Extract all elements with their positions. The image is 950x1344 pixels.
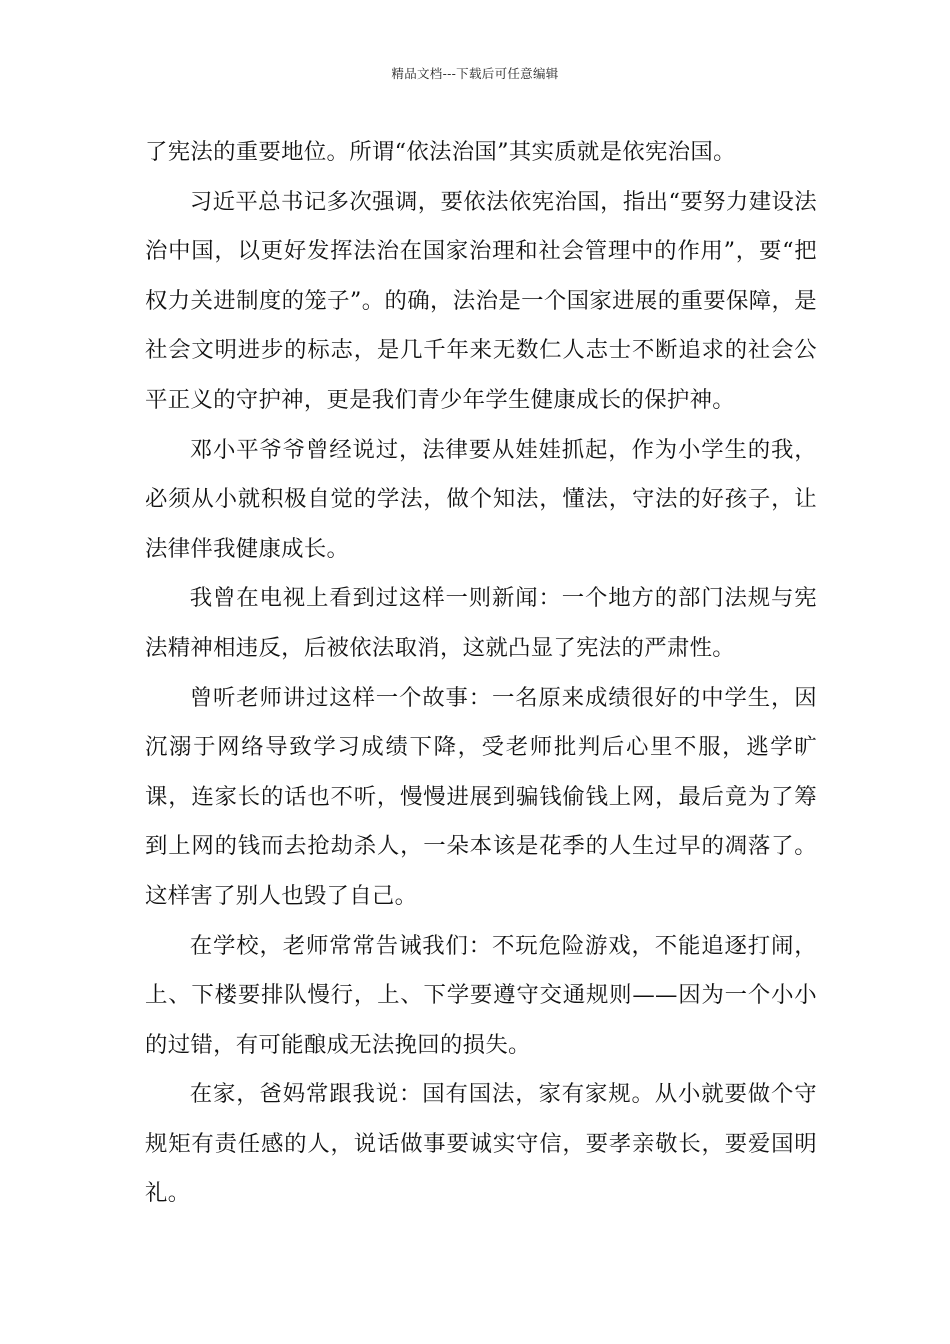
paragraph: 邓小平爷爷曾经说过，法律要从娃娃抓起，作为小学生的我，必须从小就积极自觉的学法，做个知法，懂法，守法的好孩子，让法律伴我健康成长。 [145,436,817,562]
document-body [145,128,817,1219]
paragraph: 了宪法的重要地位。所谓“依法治国”其实质就是依宪治国。 [145,139,736,165]
paragraph: 习近平总书记多次强调，要依法依宪治国，指出“要努力建设法治中国，以更好发挥法治在国家治理和社会管理中的作用”，要“把权力关进制度的笼子”。的确，法治是一个国家进展的重要保障，是社会文明进步的标志，是几千年来无数仁人志士不断追求的社会公平正义的守护神，更是我们青少年学生健康成长的保护神。 [145,188,817,413]
paragraph: 在家，爸妈常跟我说：国有国法，家有家规。从小就要做个守规矩有责任感的人，说话做事要诚实守信，要孝亲敬长，要爱国明礼。 [145,1081,817,1207]
paragraph: 我曾在电视上看到过这样一则新闻：一个地方的部门法规与宪法精神相违反，后被依法取消，这就凸显了宪法的严肃性。 [145,585,817,661]
paragraph: 在学校，老师常常告诫我们：不玩危险游戏，不能追逐打闹，上、下楼要排队慢行，上、下学要遵守交通规则——因为一个小小的过错，有可能酿成无法挽回的损失。 [145,932,817,1058]
page-header: 精品文档---下载后可任意编辑 [391,66,559,81]
paragraph: 曾听老师讲过这样一个故事：一名原来成绩很好的中学生，因沉溺于网络导致学习成绩下降，受老师批判后心里不服，逃学旷课，连家长的话也不听，慢慢进展到骗钱偷钱上网，最后竟为了筹到上网的钱而去抢劫杀人，一朵本该是花季的人生过早的凋落了。这样害了别人也毁了自己。 [145,684,817,909]
